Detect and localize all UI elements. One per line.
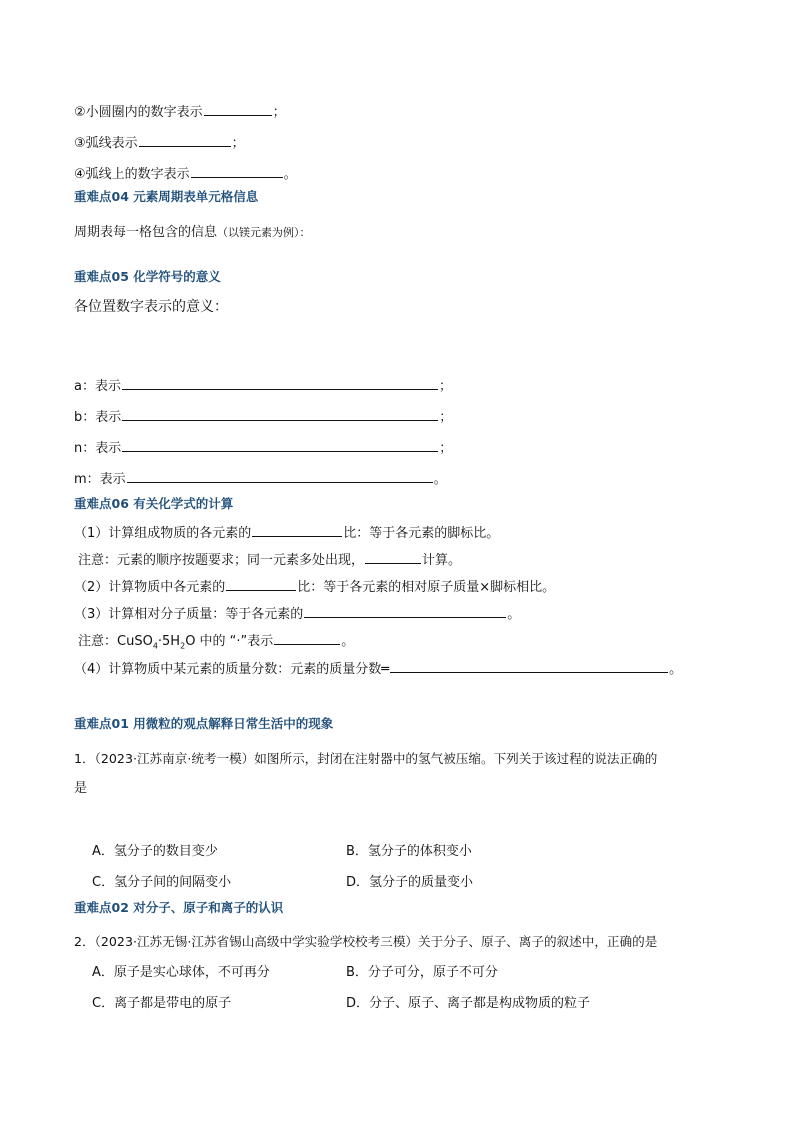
periodic-table-intro: 周期表每一格包含的信息（以镁元素为例）： <box>74 225 311 240</box>
q2-option-b[interactable]: B．分子可分，原子不可分 <box>346 965 498 980</box>
q1-option-d[interactable]: D．氢分子的质量变小 <box>346 875 474 890</box>
q2-option-d[interactable]: D．分子、原子、离子都是构成物质的粒子 <box>346 996 591 1011</box>
answer-blank[interactable] <box>139 134 231 147</box>
answer-blank[interactable] <box>191 165 283 178</box>
symbol-intro: 各位置数字表示的意义： <box>74 299 228 315</box>
section-heading-05: 重难点05 化学符号的意义 <box>74 269 221 284</box>
q3-text: ③弧线表示 <box>74 136 138 151</box>
calc-note-1: 注意：元素的顺序按题要求；同一元素多处出现， 计算。 <box>78 553 462 568</box>
calc-item-3: （3）计算相对分子质量：等于各元素的 。 <box>74 607 521 622</box>
q2-option-c[interactable]: C．离子都是带电的原子 <box>92 996 232 1011</box>
calc-note-2: 注意：$CuSO_4\cdot 5H_2O$ 中的 “·”表示 。 <box>78 634 355 651</box>
section-heading-06: 重难点06 有关化学式的计算 <box>74 496 234 511</box>
answer-blank[interactable] <box>127 470 433 483</box>
q1-option-b[interactable]: B．氢分子的体积变小 <box>346 844 472 859</box>
q4-text: ④弧线上的数字表示 <box>74 167 190 182</box>
answer-blank[interactable] <box>274 632 340 645</box>
section-heading-02: 重难点02 对分子、原子和离子的认识 <box>74 900 284 915</box>
q2-text: ②小圆圈内的数字表示 <box>74 105 203 120</box>
q2-option-a[interactable]: A．原子是实心球体，不可再分 <box>92 965 270 980</box>
section-heading-04: 重难点04 元素周期表单元格信息 <box>74 189 259 204</box>
answer-blank[interactable] <box>304 605 506 618</box>
answer-blank[interactable] <box>122 439 438 452</box>
q1-option-a[interactable]: A．氢分子的数目变少 <box>92 844 218 859</box>
calc-item-2: （2）计算物质中各元素的 比：等于各元素的相对原子质量×脚标相比。 <box>74 580 556 595</box>
calc-item-4: （4）计算物质中某元素的质量分数：元素的质量分数═ 。 <box>74 662 683 677</box>
answer-blank[interactable] <box>204 103 272 116</box>
answer-blank[interactable] <box>390 660 668 673</box>
question-2-stem: 2．（2023·江苏无锡·江苏省锡山高级中学实验学校校考三模）关于分子、原子、离子的叙述中，正确的是 <box>74 934 658 949</box>
question-arc-number: ④弧线上的数字表示 。 <box>74 167 297 182</box>
question-circle-number: ②小圆圈内的数字表示 ； <box>74 105 286 120</box>
section-heading-01: 重难点01 用微粒的观点解释日常生活中的现象 <box>74 716 334 731</box>
answer-blank[interactable] <box>365 551 421 564</box>
calc-item-1: （1）计算组成物质的各元素的 比：等于各元素的脚标比。 <box>74 526 500 541</box>
answer-blank[interactable] <box>226 578 296 591</box>
answer-blank[interactable] <box>252 524 342 537</box>
symbol-a-line: a：表示 ； <box>74 379 452 394</box>
symbol-n-line: n：表示 ； <box>74 441 453 456</box>
q1-option-c[interactable]: C．氢分子间的间隔变小 <box>92 875 232 890</box>
question-arc: ③弧线表示 ； <box>74 136 245 151</box>
question-1-stem: 1．（2023·江苏南京·统考一模）如图所示，封闭在注射器中的氢气被压缩。下列关于该过程的说法正确的 <box>74 751 658 766</box>
answer-blank[interactable] <box>122 377 438 390</box>
answer-blank[interactable] <box>122 408 438 421</box>
question-1-stem-cont: 是 <box>74 781 88 796</box>
symbol-b-line: b：表示 ； <box>74 410 453 425</box>
symbol-m-line: m：表示 。 <box>74 472 447 487</box>
